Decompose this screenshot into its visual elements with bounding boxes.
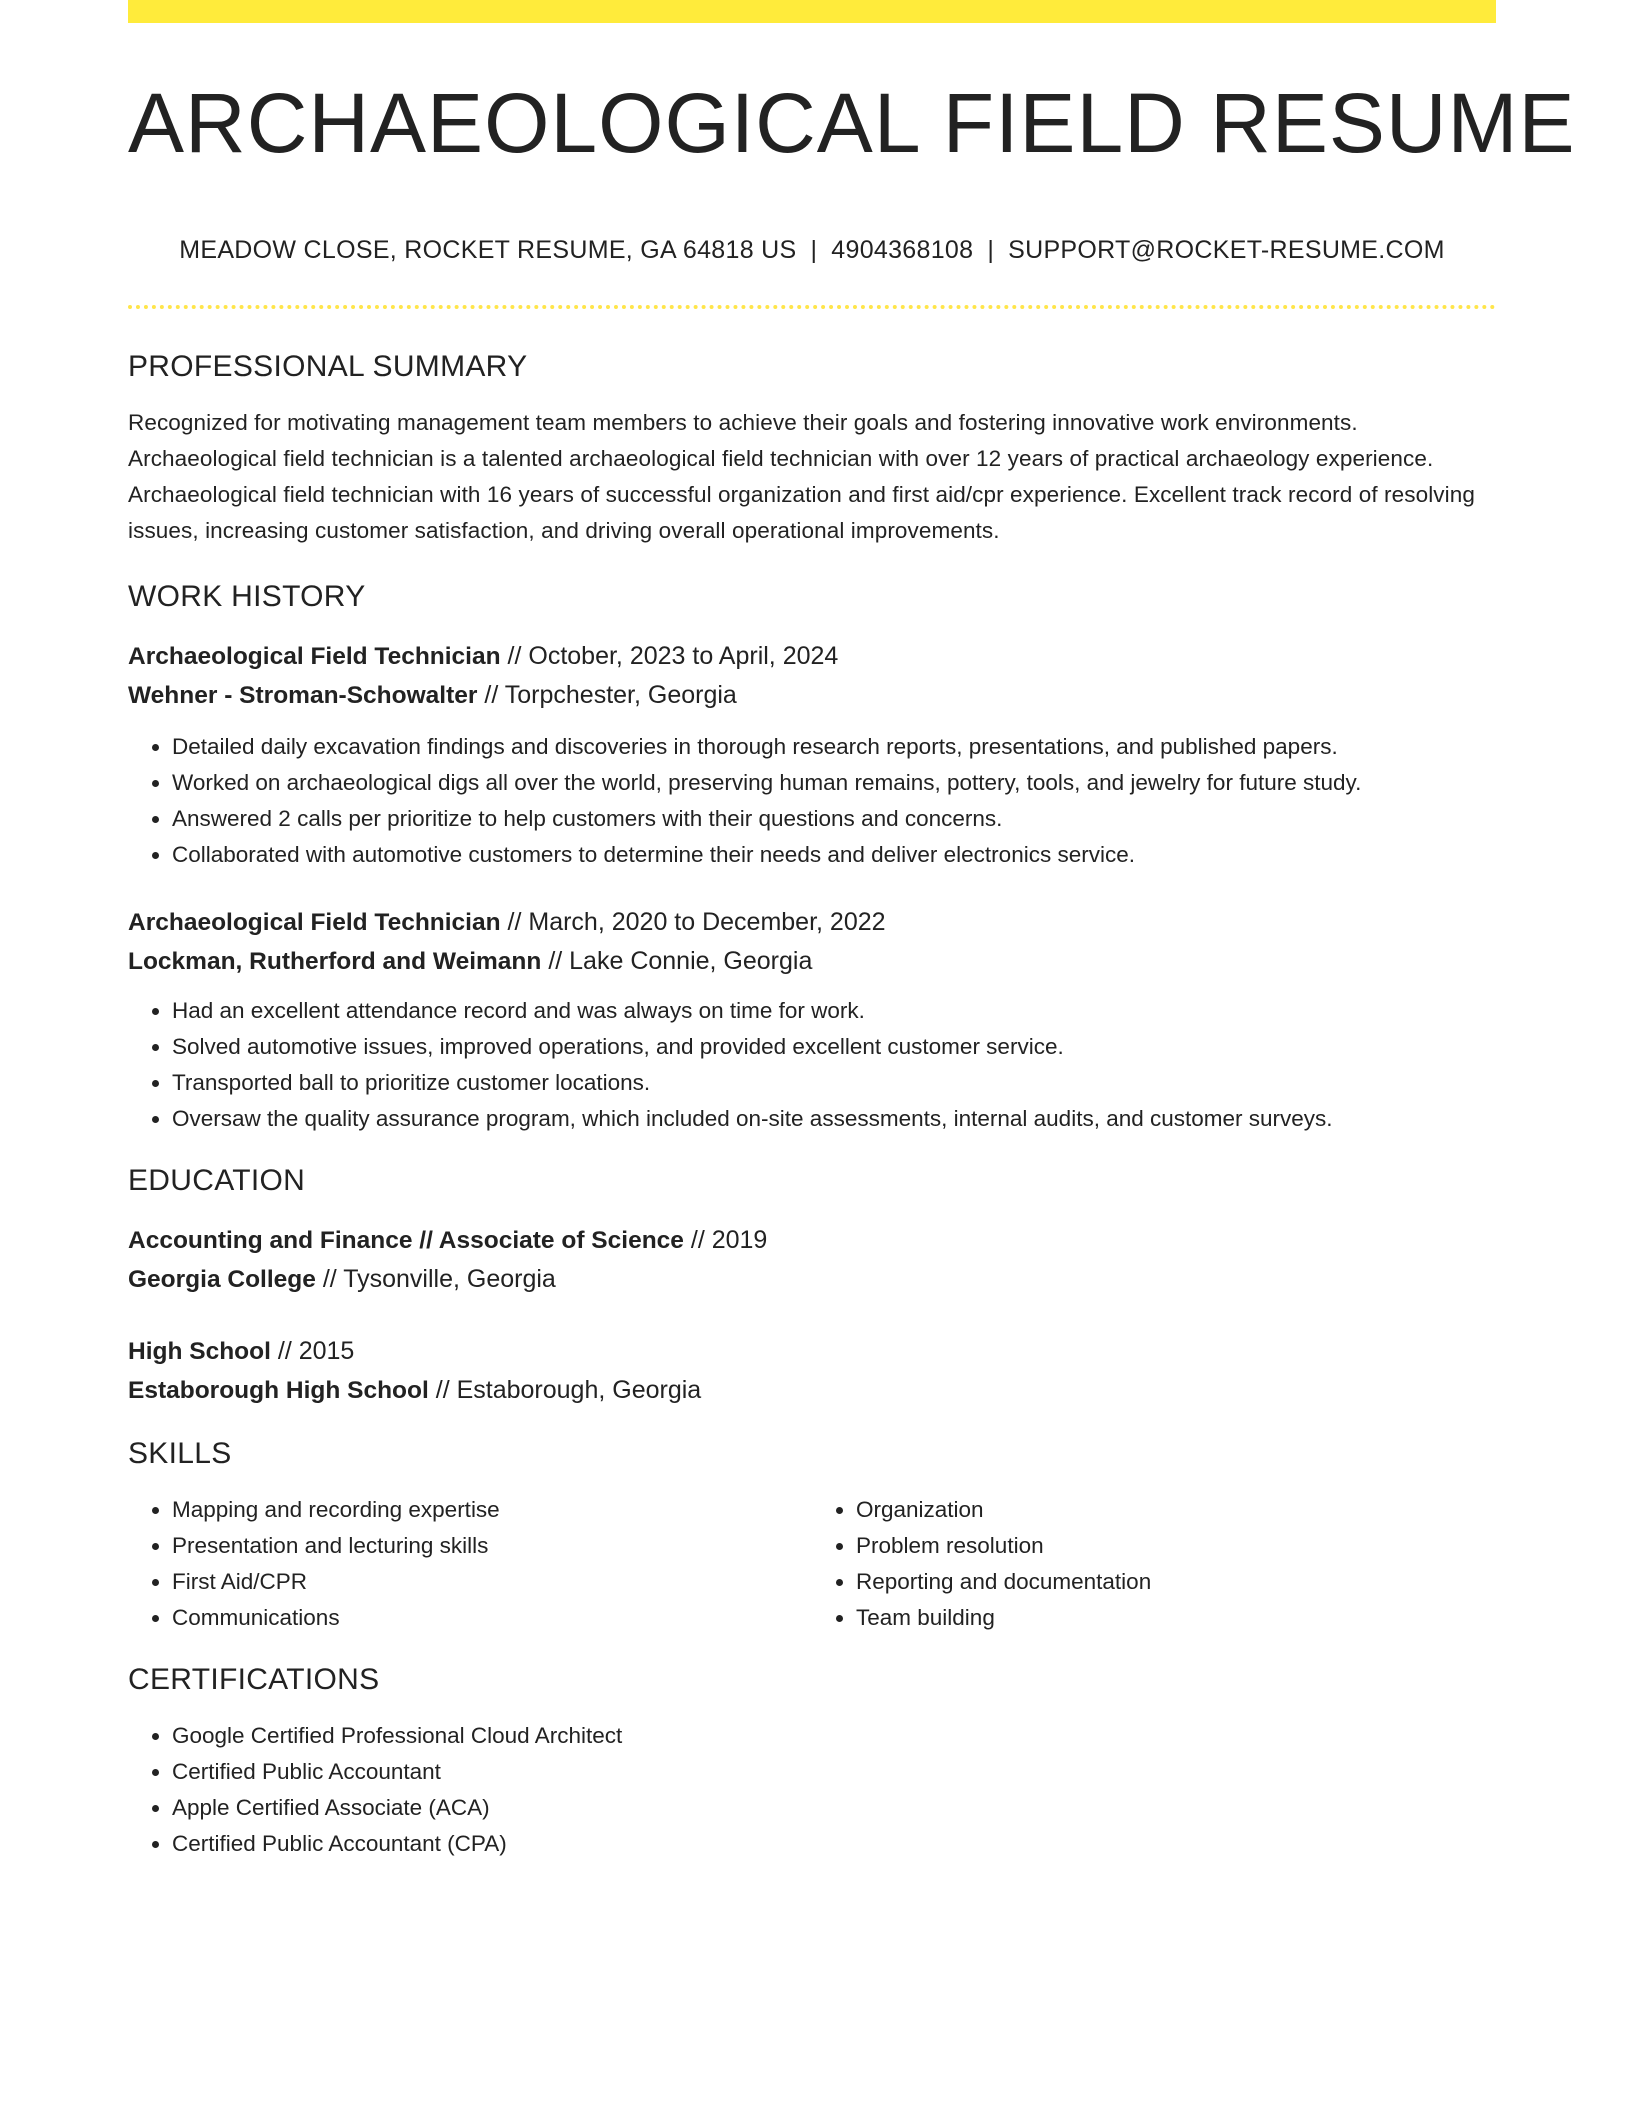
certifications-list bbox=[128, 1718, 1496, 1862]
job-location: // Lake Connie, Georgia bbox=[541, 947, 813, 975]
skill-item: • Problem resolution bbox=[856, 1528, 1496, 1564]
work-history-section bbox=[128, 579, 1496, 1137]
contact-phone: 4904368108 bbox=[831, 236, 974, 264]
certification-item: • Certified Public Accountant bbox=[172, 1754, 1496, 1790]
contact-line bbox=[128, 235, 1496, 265]
skill-item: • Organization bbox=[856, 1492, 1496, 1528]
accent-top-bar bbox=[128, 0, 1496, 23]
summary-section bbox=[128, 349, 1496, 549]
education-year: // 2015 bbox=[270, 1337, 355, 1365]
job-bullet: • Solved automotive issues, improved operations, and provided excellent customer service. bbox=[172, 1029, 1496, 1065]
education-heading: EDUCATION bbox=[128, 1164, 306, 1197]
education-location: // Tysonville, Georgia bbox=[315, 1265, 556, 1293]
education-school: Georgia College bbox=[128, 1266, 316, 1293]
certifications-section bbox=[128, 1662, 1496, 1862]
job-bullet: • Answered 2 calls per prioritize to help customers with their questions and concerns. bbox=[172, 801, 1496, 837]
job-bullet: • Collaborated with automotive customers to determine their needs and deliver electronics service. bbox=[172, 837, 1496, 873]
certification-item: • Google Certified Professional Cloud Architect bbox=[172, 1718, 1496, 1754]
contact-separator: | bbox=[810, 236, 818, 264]
skills-section bbox=[128, 1436, 1496, 1636]
job-dates: // March, 2020 to December, 2022 bbox=[500, 908, 886, 936]
education-year: // 2019 bbox=[683, 1226, 768, 1254]
skills-heading: SKILLS bbox=[128, 1437, 232, 1470]
skills-list-left bbox=[128, 1492, 812, 1636]
certification-item: • Apple Certified Associate (ACA) bbox=[172, 1790, 1496, 1826]
education-degree-line bbox=[128, 1332, 1496, 1371]
summary-text: Recognized for motivating management team members to achieve their goals and fostering innovative work environments. Archaeological field technician is a talented archaeological field technician with over 12 years of practical archaeology experience. Archaeological field technician with 16 years of successful organization and first aid/cpr experience. Excellent track record of resolving issues, increasing customer satisfaction, and driving overall operational improvements. bbox=[128, 410, 1475, 543]
education-entry bbox=[128, 1332, 1496, 1410]
contact-email: SUPPORT@ROCKET-RESUME.COM bbox=[1008, 236, 1445, 264]
job-title: Archaeological Field Technician bbox=[128, 643, 501, 670]
skill-item: • First Aid/CPR bbox=[172, 1564, 812, 1600]
work-history-heading: WORK HISTORY bbox=[128, 580, 366, 613]
education-degree-line bbox=[128, 1221, 1496, 1260]
resume-page bbox=[128, 0, 1576, 1862]
job-company: Lockman, Rutherford and Weimann bbox=[128, 948, 542, 975]
job-entry bbox=[128, 637, 1496, 873]
education-location: // Estaborough, Georgia bbox=[428, 1376, 702, 1404]
skill-item: • Communications bbox=[172, 1600, 812, 1636]
skill-item: • Mapping and recording expertise bbox=[172, 1492, 812, 1528]
job-title-line bbox=[128, 637, 1496, 676]
summary-heading: PROFESSIONAL SUMMARY bbox=[128, 350, 528, 383]
contact-address: MEADOW CLOSE, ROCKET RESUME, GA 64818 US bbox=[179, 236, 797, 264]
job-bullet: • Oversaw the quality assurance program, which included on-site assessments, internal audits, and customer surveys. bbox=[172, 1101, 1496, 1137]
certification-item: • Certified Public Accountant (CPA) bbox=[172, 1826, 1496, 1862]
job-company-line bbox=[128, 676, 1496, 715]
job-location: // Torpchester, Georgia bbox=[477, 681, 737, 709]
job-dates: // October, 2023 to April, 2024 bbox=[500, 642, 839, 670]
education-entry bbox=[128, 1221, 1496, 1299]
skills-columns bbox=[128, 1492, 1496, 1636]
education-degree: High School bbox=[128, 1338, 271, 1365]
job-bullet: • Had an excellent attendance record and was always on time for work. bbox=[172, 993, 1496, 1029]
job-company: Wehner - Stroman-Schowalter bbox=[128, 682, 478, 709]
dotted-divider bbox=[128, 305, 1496, 309]
education-school-line bbox=[128, 1371, 1496, 1410]
skill-item: • Presentation and lecturing skills bbox=[172, 1528, 812, 1564]
education-school-line bbox=[128, 1260, 1496, 1299]
resume-title: ARCHAEOLOGICAL FIELD RESUME bbox=[128, 76, 1576, 170]
job-bullets bbox=[128, 729, 1496, 873]
skills-list-right bbox=[812, 1492, 1496, 1636]
education-school: Estaborough High School bbox=[128, 1377, 429, 1404]
education-section bbox=[128, 1163, 1496, 1410]
skill-item: • Team building bbox=[856, 1600, 1496, 1636]
job-bullet: • Worked on archaeological digs all over the world, preserving human remains, pottery, tools, and jewelry for future study. bbox=[172, 765, 1496, 801]
job-title: Archaeological Field Technician bbox=[128, 909, 501, 936]
job-bullets bbox=[128, 993, 1496, 1137]
job-bullet: • Detailed daily excavation findings and discoveries in thorough research reports, presentations, and published papers. bbox=[172, 729, 1496, 765]
certifications-heading: CERTIFICATIONS bbox=[128, 1663, 380, 1696]
education-degree: Accounting and Finance // Associate of Science bbox=[128, 1227, 684, 1254]
skill-item: • Reporting and documentation bbox=[856, 1564, 1496, 1600]
job-bullet: • Transported ball to prioritize customer locations. bbox=[172, 1065, 1496, 1101]
job-entry bbox=[128, 903, 1496, 1137]
contact-separator: | bbox=[987, 236, 995, 264]
job-company-line bbox=[128, 942, 1496, 981]
job-title-line bbox=[128, 903, 1496, 942]
